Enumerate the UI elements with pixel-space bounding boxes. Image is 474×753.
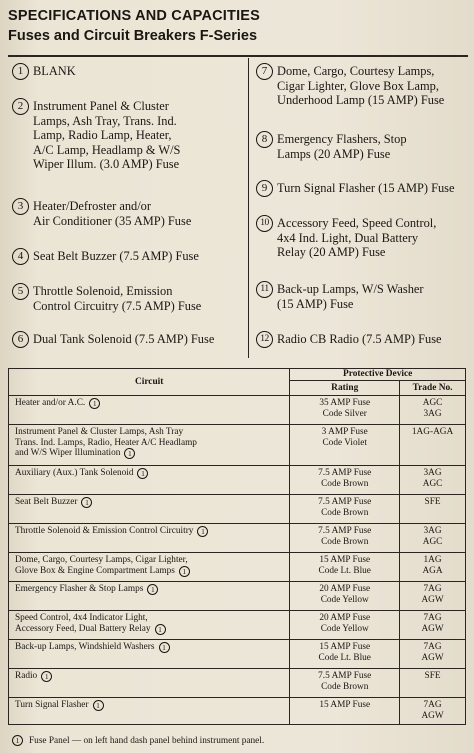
fuse-number-badge: 12	[256, 331, 273, 348]
table-row	[9, 524, 466, 553]
cell-trade-no: SFE	[400, 669, 466, 698]
fuse-description: BLANK	[33, 64, 76, 78]
header-rule	[8, 55, 468, 57]
cell-trade-no: 7AG AGW	[400, 640, 466, 669]
fuse-item-1	[12, 64, 76, 80]
cell-trade-no: 7AG AGW	[400, 698, 466, 725]
header-circuit: Circuit	[9, 369, 290, 396]
footnote-text: Fuse Panel — on left hand dash panel behind instrument panel.	[29, 735, 265, 746]
fuse-number-badge: 10	[256, 215, 273, 232]
fuse-panel-ref-badge: 1	[12, 735, 23, 746]
fuse-item-9	[256, 181, 455, 197]
fuse-panel-ref-badge: 1	[147, 584, 158, 595]
fuse-number-badge: 4	[12, 248, 29, 265]
cell-circuit: Speed Control, 4x4 Indicator Light, Accessory Feed, Dual Battery Relay 1	[9, 611, 290, 640]
table-row	[9, 396, 466, 425]
cell-rating: 7.5 AMP Fuse Code Brown	[290, 495, 400, 524]
fuse-item-5	[12, 284, 201, 313]
fuse-number-badge: 7	[256, 63, 273, 80]
cell-circuit: Heater and/or A.C. 1	[9, 396, 290, 425]
table-row	[9, 495, 466, 524]
cell-circuit: Back-up Lamps, Windshield Washers 1	[9, 640, 290, 669]
fuse-description: Accessory Feed, Speed Control, 4x4 Ind. Light, Dual Battery Relay (20 AMP) Fuse	[277, 216, 437, 260]
fuse-item-6	[12, 332, 214, 348]
fuse-item-7	[256, 64, 444, 108]
fuse-description: Turn Signal Flasher (15 AMP) Fuse	[277, 181, 455, 195]
table-row	[9, 640, 466, 669]
page-title: SPECIFICATIONS AND CAPACITIES	[8, 8, 261, 24]
table-row	[9, 669, 466, 698]
fuse-number-badge: 2	[12, 98, 29, 115]
cell-rating: 7.5 AMP Fuse Code Brown	[290, 466, 400, 495]
cell-rating: 15 AMP Fuse Code Lt. Blue	[290, 640, 400, 669]
cell-trade-no: 7AG AGW	[400, 582, 466, 611]
fuse-panel-ref-badge: 1	[197, 526, 208, 537]
cell-trade-no: 7AG AGW	[400, 611, 466, 640]
page-subtitle: Fuses and Circuit Breakers F-Series	[8, 28, 258, 44]
fuse-item-11	[256, 282, 424, 311]
table-row	[9, 698, 466, 725]
fuse-panel-ref-badge: 1	[93, 700, 104, 711]
cell-rating: 15 AMP Fuse	[290, 698, 400, 725]
footnote	[12, 735, 264, 746]
fuse-description: Dual Tank Solenoid (7.5 AMP) Fuse	[33, 332, 215, 346]
cell-rating: 7.5 AMP Fuse Code Brown	[290, 669, 400, 698]
column-divider	[248, 58, 249, 358]
fuse-item-12	[256, 332, 442, 348]
cell-trade-no: 1AG-AGA	[400, 425, 466, 466]
cell-circuit: Dome, Cargo, Courtesy Lamps, Cigar Lighter, Glove Box & Engine Compartment Lamps 1	[9, 553, 290, 582]
cell-circuit: Auxiliary (Aux.) Tank Solenoid 1	[9, 466, 290, 495]
cell-circuit: Throttle Solenoid & Emission Control Circuitry 1	[9, 524, 290, 553]
table-row	[9, 553, 466, 582]
header-trade-no: Trade No.	[400, 380, 466, 396]
fuse-description: Heater/Defroster and/or Air Conditioner (35 AMP) Fuse	[33, 199, 192, 228]
cell-trade-no: SFE	[400, 495, 466, 524]
fuse-description: Instrument Panel & Cluster Lamps, Ash Tray, Trans. Ind. Lamp, Radio Lamp, Heater, A/C Lamp, Headlamp & W/S Wiper Illum. (3.0 AMP) Fuse	[33, 99, 181, 172]
fuse-description: Emergency Flashers, Stop Lamps (20 AMP) Fuse	[277, 132, 407, 161]
cell-circuit: Instrument Panel & Cluster Lamps, Ash Tray Trans. Ind. Lamps, Radio, Heater A/C Headlamp and W/S Wiper Illumination 1	[9, 425, 290, 466]
table-row	[9, 466, 466, 495]
fuse-panel-ref-badge: 1	[81, 497, 92, 508]
fuse-number-badge: 3	[12, 198, 29, 215]
table-row	[9, 425, 466, 466]
page-header	[8, 8, 468, 45]
table-row	[9, 611, 466, 640]
fuse-item-4	[12, 249, 199, 265]
fuse-panel-ref-badge: 1	[124, 448, 135, 459]
cell-circuit: Turn Signal Flasher 1	[9, 698, 290, 725]
fuse-description: Seat Belt Buzzer (7.5 AMP) Fuse	[33, 249, 199, 263]
fuse-panel-ref-badge: 1	[41, 671, 52, 682]
cell-rating: 20 AMP Fuse Code Yellow	[290, 582, 400, 611]
header-protective-device: Protective Device	[290, 369, 466, 381]
fuse-description: Dome, Cargo, Courtesy Lamps, Cigar Lighter, Glove Box Lamp, Underhood Lamp (15 AMP) Fuse	[277, 64, 445, 108]
cell-trade-no: 1AG AGA	[400, 553, 466, 582]
cell-rating: 15 AMP Fuse Code Lt. Blue	[290, 553, 400, 582]
fuse-number-badge: 1	[12, 63, 29, 80]
cell-rating: 35 AMP Fuse Code Silver	[290, 396, 400, 425]
fuse-panel-ref-badge: 1	[89, 398, 100, 409]
fuse-panel-ref-badge: 1	[155, 624, 166, 635]
cell-rating: 7.5 AMP Fuse Code Brown	[290, 524, 400, 553]
cell-rating: 20 AMP Fuse Code Yellow	[290, 611, 400, 640]
cell-circuit: Emergency Flasher & Stop Lamps 1	[9, 582, 290, 611]
cell-rating: 3 AMP Fuse Code Violet	[290, 425, 400, 466]
cell-trade-no: 3AG AGC	[400, 466, 466, 495]
fuse-number-badge: 8	[256, 131, 273, 148]
fuse-description: Throttle Solenoid, Emission Control Circuitry (7.5 AMP) Fuse	[33, 284, 202, 313]
table-header-row	[9, 369, 466, 381]
cell-trade-no: 3AG AGC	[400, 524, 466, 553]
fuse-panel-ref-badge: 1	[159, 642, 170, 653]
fuse-panel-ref-badge: 1	[137, 468, 148, 479]
cell-circuit: Radio 1	[9, 669, 290, 698]
fuse-number-badge: 11	[256, 281, 273, 298]
fuse-number-badge: 6	[12, 331, 29, 348]
fuse-description: Radio CB Radio (7.5 AMP) Fuse	[277, 332, 442, 346]
fuse-panel-ref-badge: 1	[179, 566, 190, 577]
fuse-item-2	[12, 99, 180, 172]
fuse-number-badge: 9	[256, 180, 273, 197]
fuse-item-3	[12, 199, 191, 228]
fuse-item-10	[256, 216, 436, 260]
fuse-number-badge: 5	[12, 283, 29, 300]
cell-trade-no: AGC 3AG	[400, 396, 466, 425]
fuse-description: Back-up Lamps, W/S Washer (15 AMP) Fuse	[277, 282, 424, 311]
table-row	[9, 582, 466, 611]
circuit-protection-table	[8, 368, 466, 725]
fuse-item-8	[256, 132, 407, 161]
cell-circuit: Seat Belt Buzzer 1	[9, 495, 290, 524]
header-rating: Rating	[290, 380, 400, 396]
